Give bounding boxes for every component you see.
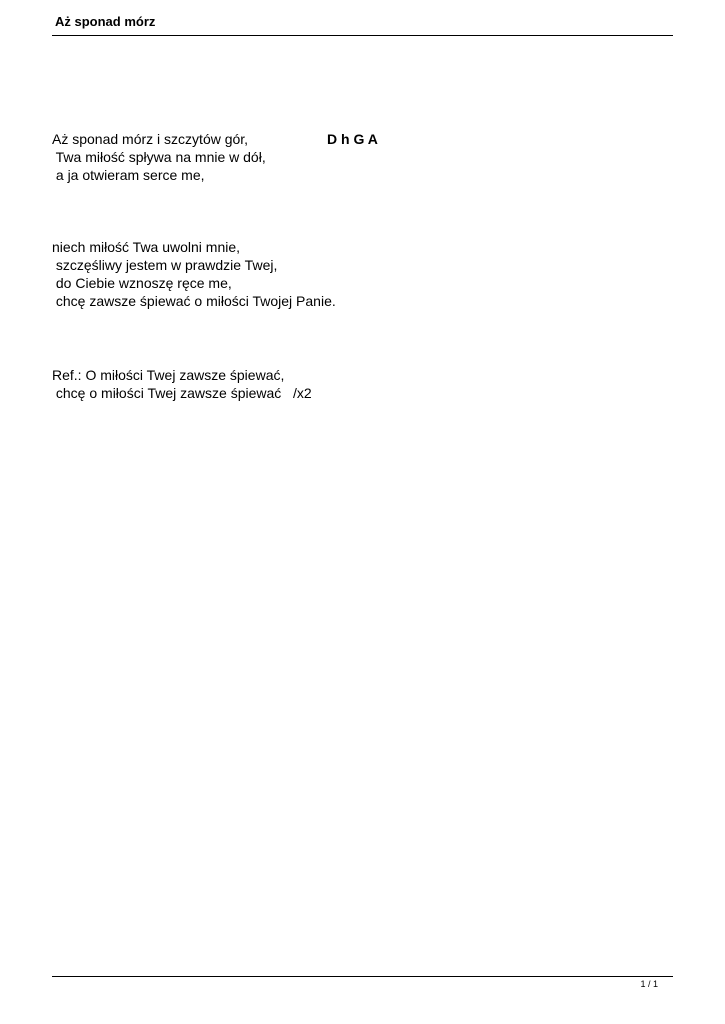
lyric-line: szczęśliwy jestem w prawdzie Twej, [52,257,278,273]
refrain-line: chcę o miłości Twej zawsze śpiewać /x2 [52,385,312,401]
lyric-line: chcę zawsze śpiewać o miłości Twojej Panie. [52,293,336,309]
refrain-line: Ref.: O miłości Twej zawsze śpiewać, [52,367,285,383]
lyric-line: niech miłość Twa uwolni mnie, [52,239,241,255]
footer-divider [52,976,673,977]
lyric-line: Twa miłość spływa na mnie w dół, [52,149,266,165]
header-divider [52,35,673,36]
chord-line: D h G A [327,131,378,147]
lyric-line: a ja otwieram serce me, [52,167,205,183]
lyric-line: do Ciebie wznoszę ręce me, [52,275,232,291]
page-title: Aż sponad mórz [55,14,156,29]
lyric-line: Aż sponad mórz i szczytów gór, [52,131,249,147]
page-number: 1 / 1 [640,979,658,989]
